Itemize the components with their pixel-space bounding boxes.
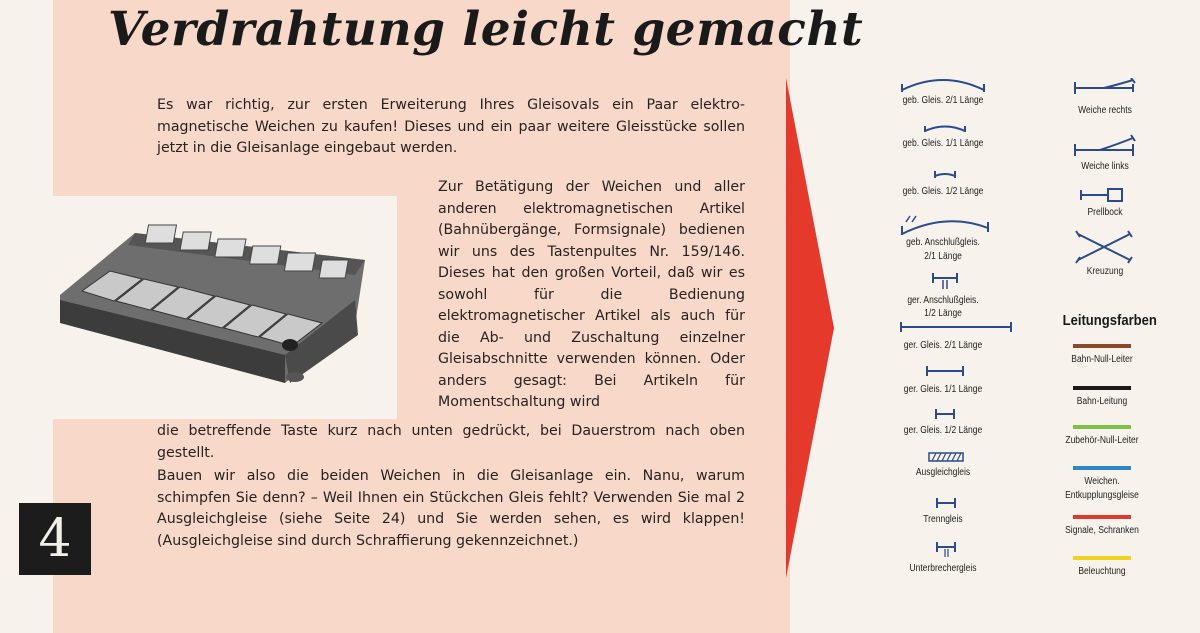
wire-color-black — [1073, 386, 1131, 390]
paragraph-switches: Bauen wir also die beiden Weichen in die Gleisanlage ein. Nanu, warum schimpfen Sie denn? – Weil Ihnen ein Stückchen Gleis fehlt? Verwenden Sie mal 2 Ausgleichgleise (siehe Seite 24) und Sie werden sehen, es wird klappen! (Ausgleichgleise sind durch Schraffierung gekennzeichnet.) — [157, 468, 745, 549]
straight-track-1-1-icon — [924, 364, 966, 378]
track-label: 2/1 Länge — [924, 251, 962, 262]
isolating-track-icon — [934, 496, 958, 510]
push-button-console-image — [40, 205, 370, 385]
page-title: Verdrahtung leicht gemacht — [108, 2, 864, 57]
straight-track-2-1-icon — [898, 320, 1014, 334]
buffer-stop-icon — [1078, 186, 1128, 204]
wire-label: Bahn-Leitung — [1076, 396, 1128, 407]
track-label: ger. Gleis. 1/1 Länge — [903, 384, 983, 395]
track-label: Trenngleis — [923, 514, 963, 525]
left-switch-icon — [1072, 134, 1136, 158]
track-label: Unterbrechergleis — [909, 563, 977, 574]
curved-track-2-1-icon — [898, 70, 988, 94]
wire-color-blue — [1073, 466, 1131, 470]
track-label: Ausgleichgleis — [915, 467, 971, 478]
wire-colors-title: Leitungsfarben — [1062, 313, 1157, 329]
straight-connector-track-icon — [930, 270, 960, 292]
wire-label: Beleuchtung — [1078, 566, 1126, 577]
switch-label: Weiche rechts — [1078, 105, 1132, 116]
curved-connector-track-icon — [896, 210, 992, 236]
track-label: geb. Gleis. 1/1 Länge — [902, 138, 984, 149]
wire-label: Zubehör-Null-Leiter — [1065, 435, 1139, 446]
curved-track-1-1-icon — [922, 118, 968, 134]
wire-color-red — [1073, 515, 1131, 519]
paragraph-console: Zur Betätigung der Weichen und aller anderen elektromagnetischen Artikel (Bahnübergänge, Formsignale) bedienen wir uns des Tastenpultes Nr. 159/146. Dieses hat den großen Vorteil, daß wir es sowohl für die Bedienung elektromagnetischer Artikel als auch für die Ab- und Zuschaltung einzelner Gleisabschnitte verwenden können. Oder anders gesagt: Bei Artikeln für Momentschaltung wird — [438, 179, 745, 410]
curved-track-1-2-icon — [932, 166, 958, 180]
wire-label: Bahn-Null-Leiter — [1071, 354, 1133, 365]
switch-label: Weiche links — [1081, 161, 1129, 172]
wire-label: Weichen. — [1084, 476, 1120, 487]
switch-label: Kreuzung — [1086, 266, 1124, 277]
right-switch-icon — [1072, 78, 1136, 102]
crossing-icon — [1074, 230, 1134, 264]
straight-track-1-2-icon — [933, 407, 957, 421]
paragraph-console-cont: die betreffende Taste kurz nach unten gedrückt, bei Dauerstrom nach oben gestellt. — [157, 423, 745, 461]
track-label: geb. Gleis. 2/1 Länge — [902, 95, 984, 106]
red-arrow — [786, 78, 834, 578]
wire-color-brown — [1073, 344, 1131, 348]
page-number: 4 — [19, 503, 91, 575]
paragraph-intro: Es war richtig, zur ersten Erweiterung Ihres Gleisovals ein Paar elektromagnetische Weichen zu kaufen! Dieses und ein paar weitere Gleisstücke sollen jetzt in die Gleisanlage eingebaut werden. — [157, 97, 745, 156]
track-label: 1/2 Länge — [924, 308, 962, 319]
interrupter-track-icon — [934, 540, 958, 560]
wire-color-green — [1073, 425, 1131, 429]
compensation-track-icon — [926, 450, 966, 464]
track-label: geb. Anschlußgleis. — [906, 237, 980, 248]
wire-label: Signale, Schranken — [1065, 525, 1139, 536]
wire-color-yellow — [1073, 556, 1131, 560]
track-label: ger. Gleis. 2/1 Länge — [903, 340, 983, 351]
track-label: geb. Gleis. 1/2 Länge — [902, 186, 984, 197]
switch-label: Prellbock — [1087, 207, 1123, 218]
track-label: ger. Anschlußgleis. — [907, 295, 979, 306]
track-label: ger. Gleis. 1/2 Länge — [903, 425, 983, 436]
wire-label: Entkupplungsgleise — [1065, 490, 1139, 501]
